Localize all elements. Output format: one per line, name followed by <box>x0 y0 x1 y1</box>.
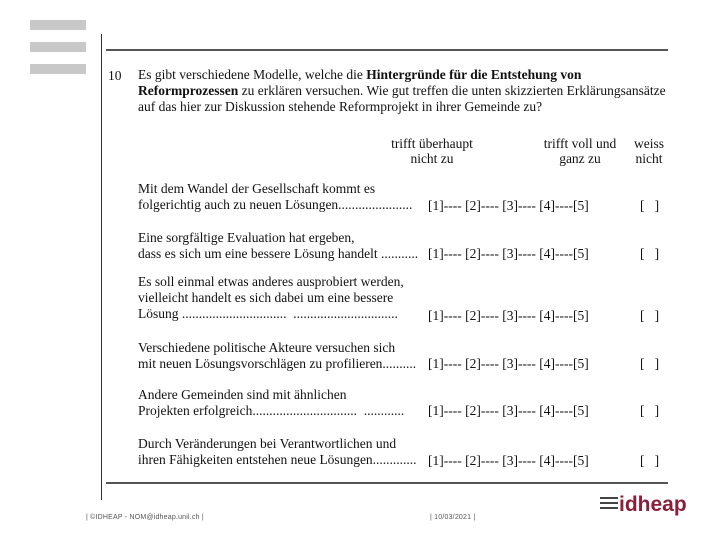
dont-know-checkbox-6[interactable]: [ ] <box>640 453 660 468</box>
menu-bar-decoration-3 <box>30 64 86 74</box>
item-statement-2: Eine sorgfältige Evaluation hat ergeben, dass es sich um eine bessere Lösung handelt ........... <box>138 230 419 261</box>
menu-bar-decoration-2 <box>30 42 86 52</box>
question-number: 10 <box>108 68 122 83</box>
item-statement-5: Andere Gemeinden sind mit ähnlichen Projekten erfolgreich............................... ............ <box>138 387 405 418</box>
dont-know-checkbox-2[interactable]: [ ] <box>640 246 660 261</box>
question-text: Es gibt verschiedene Modelle, welche die Hintergründe für die Entstehung von Reformprozessen zu erklären versuchen. Wie gut treffen die unten skizzierten Erklärungsansätze auf das hier zur Diskussion stehende Reformprojekt in ihrer Gemeinde zu? <box>138 67 666 114</box>
dont-know-checkbox-5[interactable]: [ ] <box>640 403 660 418</box>
bottom-rule <box>106 482 668 484</box>
footer-date: | 10/03/2021 | <box>430 514 476 521</box>
header-low: trifft überhaupt nicht zu <box>391 136 473 166</box>
rating-scale-4[interactable]: [1]---- [2]---- [3]---- [4]----[5] <box>428 356 589 371</box>
rating-scale-6[interactable]: [1]---- [2]---- [3]---- [4]----[5] <box>428 453 589 468</box>
idheap-logo <box>600 490 690 520</box>
rating-scale-2[interactable]: [1]---- [2]---- [3]---- [4]----[5] <box>428 246 589 261</box>
left-rule <box>101 34 102 500</box>
dont-know-checkbox-3[interactable]: [ ] <box>640 308 660 323</box>
rating-scale-5[interactable]: [1]---- [2]---- [3]---- [4]----[5] <box>428 403 589 418</box>
question-emphasis: Hintergründe für die Entstehung von Reformprozessen <box>138 67 582 98</box>
rating-scale-3[interactable]: [1]---- [2]---- [3]---- [4]----[5] <box>428 308 589 323</box>
header-high: trifft voll und ganz zu <box>543 136 617 166</box>
header-dont-know: weiss nicht <box>634 136 664 166</box>
menu-bar-decoration-1 <box>30 20 86 30</box>
footer-copyright: | ©IDHEAP - NOM@idheap.unil.ch | <box>86 514 204 521</box>
top-rule <box>106 49 668 51</box>
dont-know-checkbox-1[interactable]: [ ] <box>640 198 660 213</box>
item-statement-3: Es soll einmal etwas anderes ausprobiert werden, vielleicht handelt es sich dabei um eine bessere Lösung ............................... ............................... <box>138 274 404 321</box>
item-statement-6: Durch Veränderungen bei Verantwortlichen und ihren Fähigkeiten entstehen neue Lösungen............. <box>138 436 417 467</box>
dont-know-checkbox-4[interactable]: [ ] <box>640 356 660 371</box>
item-statement-4: Verschiedene politische Akteure versuchen sich mit neuen Lösungsvorschlägen zu profilieren.......... <box>138 340 417 371</box>
rating-scale-1[interactable]: [1]---- [2]---- [3]---- [4]----[5] <box>428 198 589 213</box>
item-statement-1: Mit dem Wandel der Gesellschaft kommt es folgerichtig auch zu neuen Lösungen...................... <box>138 181 413 212</box>
logo-text: idheap <box>619 493 687 516</box>
